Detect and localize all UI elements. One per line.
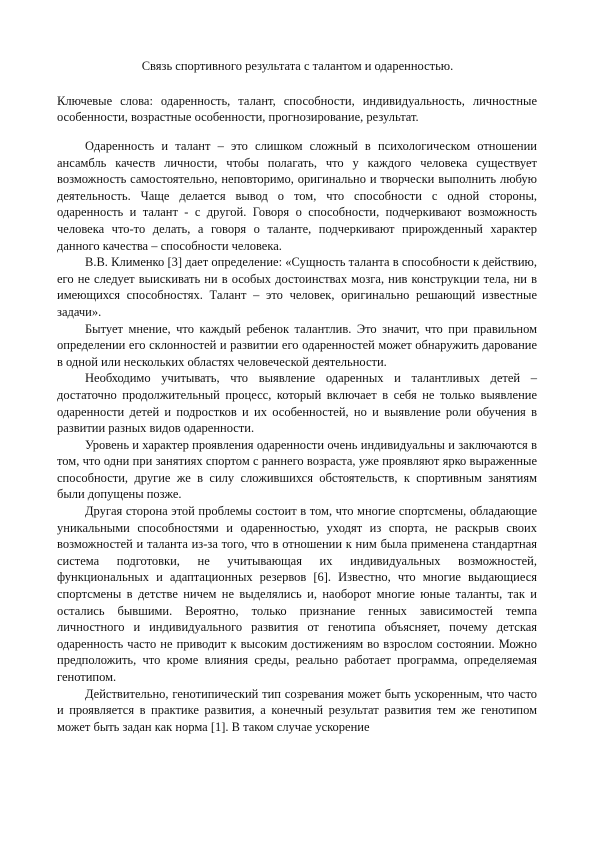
document-body <box>57 138 537 735</box>
paragraph: В.В. Клименко [3] дает определение: «Сущность таланта в способности к действию, его не следует выискивать ни в особых достоинствах мозга, нив конструкции тела, ни в имеющихся способностях. Талант – это человек, оригинально решающий известные задачи». <box>57 255 537 319</box>
paragraph: Необходимо учитывать, что выявление одаренных и талантливых детей – достаточно продолжительный процесс, который включает в себя не только выявление одаренности детей и подростков и их особенностей, но и выявление роли обучения в развитии разных видов одаренности. <box>57 371 537 436</box>
paragraph: Бытует мнение, что каждый ребенок талантлив. Это значит, что при правильном определении его склонностей и развитии его одаренностей может обнаружить дарование в одной или нескольких областях человеческой деятельности. <box>57 321 537 369</box>
paragraph: Действительно, генотипический тип созревания может быть ускоренным, что часто и проявляется в практике развития, а конечный результат развития тем же генотипом может быть задан как норма [1]. В таком случае ускорение <box>57 686 537 734</box>
keywords-line: Ключевые слова: одаренность, талант, способности, индивидуальность, личностные особенности, возрастные особенности, прогнозирование, результат. <box>57 94 537 124</box>
paragraph: Уровень и характер проявления одаренности очень индивидуальны и заключаются в том, что одни при занятиях спортом с раннего возраста, уже проявляют ярко выраженные способности, другие же в силу сложившихся обстоятельств, к спортивным занятиям были допущены позже. <box>57 437 537 502</box>
paragraph: Одаренность и талант – это слишком сложный в психологическом отношении ансамбль качеств личности, чтобы полагать, что у каждого человека существует возможность самостоятельно, неповторимо, оригинально и творчески выполнить любую деятельность. Чаще делается вывод о том, что способности с одной стороны, одаренность и талант - с другой. Говоря о способности, подчеркивают возможность человека что-то делать, а говоря о таланте, подчеркивают прирожденный характер данного качества – способности человека. <box>57 139 537 253</box>
document-title: Связь спортивного результата с талантом и одаренностью. <box>141 59 454 73</box>
paragraph: Другая сторона этой проблемы состоит в том, что многие спортсмены, обладающие уникальными способностями и одаренностью, уходят из спорта, не раскрыв своих возможностей и таланта из-за того, что в отношении к ним была применена стандартная система подготовки, не учитывающая их индивидуальных возможностей, функциональных и адаптационных резервов [6]. Известно, что многие выдающиеся спортсмены в детстве ничем не выделялись и, наоборот многие юные таланты, так и остались бывшими. Вероятно, только признание генных зависимостей темпа личностного и индивидуального развития от генотипа объясняет, почему детская одаренность часто не приводит к высоким достижениям во взрослом состоянии. Можно предположить, что кроме влияния среды, реально работает программа, определяемая генотипом. <box>57 504 537 684</box>
